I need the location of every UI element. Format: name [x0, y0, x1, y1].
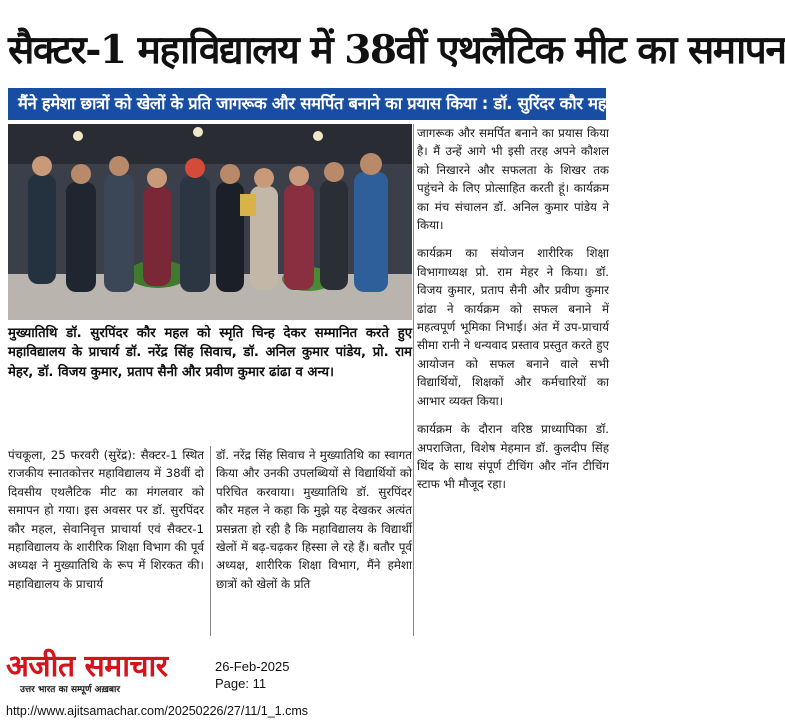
photo-caption: मुख्यातिथि डॉ. सुरपिंदर कौर महल को स्मृति चिन्ह देकर सम्मानित करते हुए महाविद्यालय के प्राचार्य डॉ. नरेंद्र सिंह सिवाच, डॉ. अनिल कुमार पांडेय, प्रो. राम मेहर, डॉ. विजय कुमार, प्रताप सैनी और प्रवीण कुमार ढांढा व अन्य। — [8, 326, 412, 380]
column2-text: डॉ. नरेंद्र सिंह सिवाच ने मुख्यातिथि का स्वागत किया और उनकी उपलब्धियों से विद्यार्थियों को परिचित करवाया। मुख्यातिथि डॉ. सुरपिंदर कौर महल ने कहा कि मुझे यह देखकर अत्यंत प्रसन्नता हो रही है कि महाविद्यालय के विद्यार्थी खेलों में बढ़-चढ़कर हिस्सा ले रहे हैं। बतौर पूर्व अध्यक्ष, शारीरिक शिक्षा विभाग, मैंने हमेशा छात्रों को खेलों के प्रति — [216, 448, 412, 591]
column3-para-3: कार्यक्रम के दौरान वरिष्ठ प्राध्यापिका डॉ. अपराजिता, विशेष मेहमान डॉ. कुलदीप सिंह थिंद के साथ संपूर्ण टीचिंग और नॉन टीचिंग स्टाफ भी मौजूद रहा। — [417, 422, 609, 492]
article-column-3 — [417, 124, 609, 636]
column-divider — [210, 446, 211, 636]
brand-tagline: उत्तर भारत का सम्पूर्ण अख़बार — [20, 685, 121, 695]
source-url[interactable]: http://www.ajitsamachar.com/20250226/27/11/1_1.cms — [6, 704, 309, 718]
article-column-2 — [216, 446, 412, 638]
column3-para-2: कार्यक्रम का संयोजन शारीरिक शिक्षा विभागाध्यक्ष प्रो. राम मेहर ने किया। डॉ. विजय कुमार, प्रताप सैनी और प्रवीण कुमार ढांढा ने कार्यक्रम को सफल बनाने में महत्वपूर्ण भूमिका निभाई। अंत में उप-प्राचार्य सीमा रानी ने धन्यवाद प्रस्ताव प्रस्तुत करते हुए आयोजन को सफल बनाने वाले सभी विद्यार्थियों, शिक्षकों और कर्मचारियों का आभार व्यक्त किया। — [417, 246, 609, 408]
column1-text: पंचकूला, 25 फरवरी (सुरेंद्र): सैक्टर-1 स्थित राजकीय स्नातकोत्तर महाविद्यालय में 38वीं दो दिवसीय एथलैटिक मीट का मंगलवार को समापन हो गया। इस अवसर पर डॉ. सुरपिंदर कौर महल, सेवानिवृत्त प्राचार्या एवं सैक्टर-1 महाविद्यालय के शारीरिक शिक्षा विभाग की पूर्व अध्यक्ष ने मुख्यातिथि के रूप में शिरकत की। महाविद्यालय के प्राचार्य — [8, 448, 204, 591]
brand-name: अजीत समाचार — [6, 649, 168, 684]
article-column-1 — [8, 446, 204, 638]
subheadline-bar: मैंने हमेशा छात्रों को खेलों के प्रति जागरूक और समर्पित बनाने का प्रयास किया : डॉ. सुरिंदर कौर महल — [8, 88, 606, 120]
edition-meta — [215, 658, 345, 692]
news-photo — [8, 124, 412, 320]
edition-date: 26-Feb-2025 — [215, 659, 290, 674]
page-number: Page: 11 — [215, 676, 267, 691]
newspaper-logo — [6, 650, 206, 694]
column3-para-1: जागरूक और समर्पित बनाने का प्रयास किया है। मैं उन्हें आगे भी इसी तरह अपने कौशल को निखारने और सफलता के शिखर तक पहुंचने के लिए प्रोत्साहित करती हूं। कार्यक्रम का मंच संचालन डॉ. अनिल कुमार पांडेय ने किया। — [417, 126, 609, 233]
column-divider — [413, 124, 414, 636]
headline: सैक्टर-1 महाविद्यालय में 38वीं एथलैटिक मीट का समापन — [8, 27, 785, 73]
